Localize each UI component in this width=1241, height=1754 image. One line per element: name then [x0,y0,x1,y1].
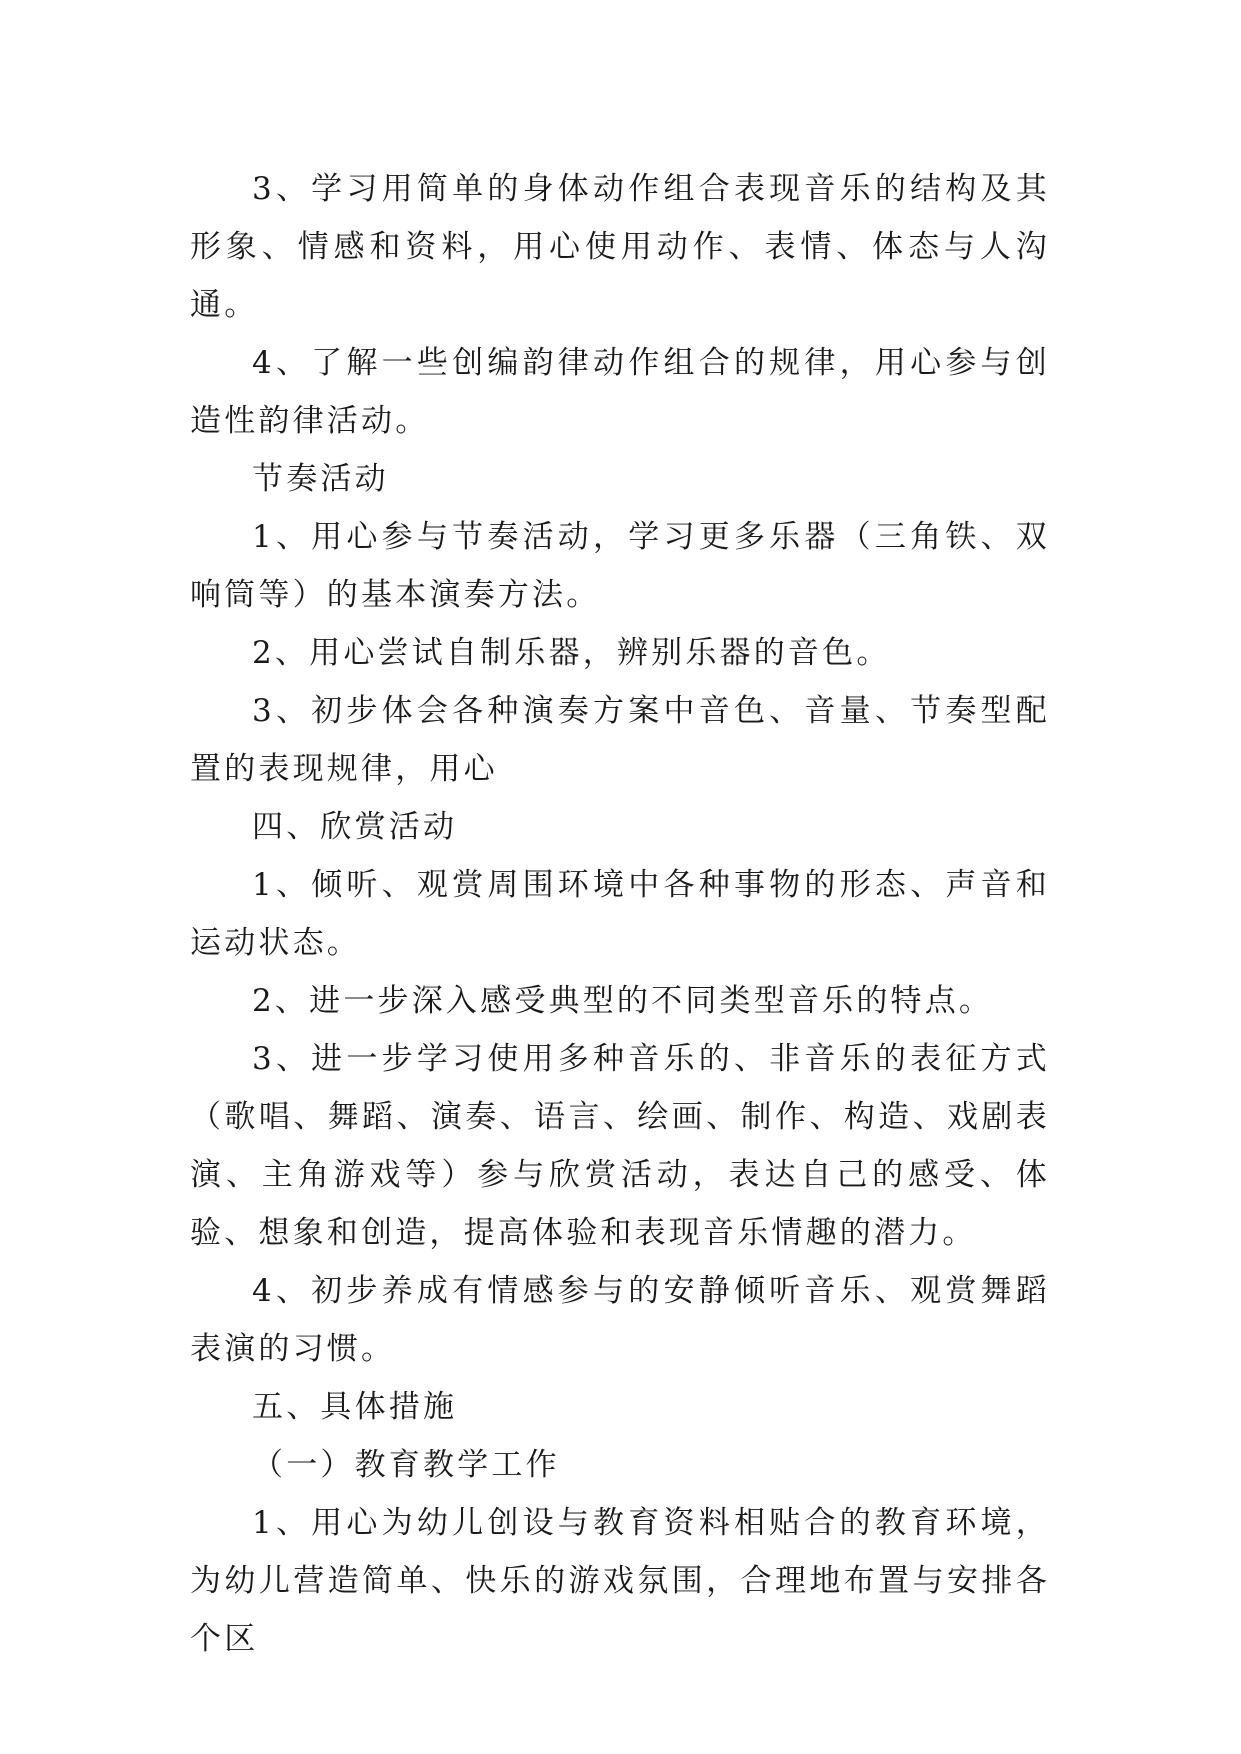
paragraph-appreciation-3: 3、进一步学习使用多种音乐的、非音乐的表征方式（歌唱、舞蹈、演奏、语言、绘画、制作、构造、戏剧表演、主角游戏等）参与欣赏活动，表达自己的感受、体验、想象和创造，提高体验和表现音乐情趣的潜力。 [190,1041,1050,1251]
paragraph-rhythm-1: 1、用心参与节奏活动，学习更多乐器（三角铁、双响筒等）的基本演奏方法。 [190,519,1050,613]
paragraph-rhythm-movement-3: 3、学习用简单的身体动作组合表现音乐的结构及其形象、情感和资料，用心使用动作、表情、体态与人沟通。 [190,171,1050,323]
paragraph-rhythm-3: 3、初步体会各种演奏方案中音色、音量、节奏型配置的表现规律，用心 [190,693,1050,787]
heading-rhythm-activity: 节奏活动 [252,461,389,497]
paragraph-rhythm-2: 2、用心尝试自制乐器，辨别乐器的音色。 [252,635,891,671]
paragraph-appreciation-4: 4、初步养成有情感参与的安静倾听音乐、观赏舞蹈表演的习惯。 [190,1273,1050,1367]
paragraph-teaching-1: 1、用心为幼儿创设与教育资料相贴合的教育环境，为幼儿营造简单、快乐的游戏氛围，合理地布置与安排各个区 [190,1505,1050,1657]
paragraph-rhythm-movement-4: 4、了解一些创编韵律动作组合的规律，用心参与创造性韵律活动。 [190,345,1050,439]
document-body [190,160,1050,1668]
heading-teaching-work: （一）教育教学工作 [252,1447,560,1483]
heading-specific-measures: 五、具体措施 [252,1389,458,1425]
paragraph-appreciation-2: 2、进一步深入感受典型的不同类型音乐的特点。 [252,983,994,1019]
heading-appreciation-activity: 四、欣赏活动 [252,809,458,845]
paragraph-appreciation-1: 1、倾听、观赏周围环境中各种事物的形态、声音和运动状态。 [190,867,1050,961]
